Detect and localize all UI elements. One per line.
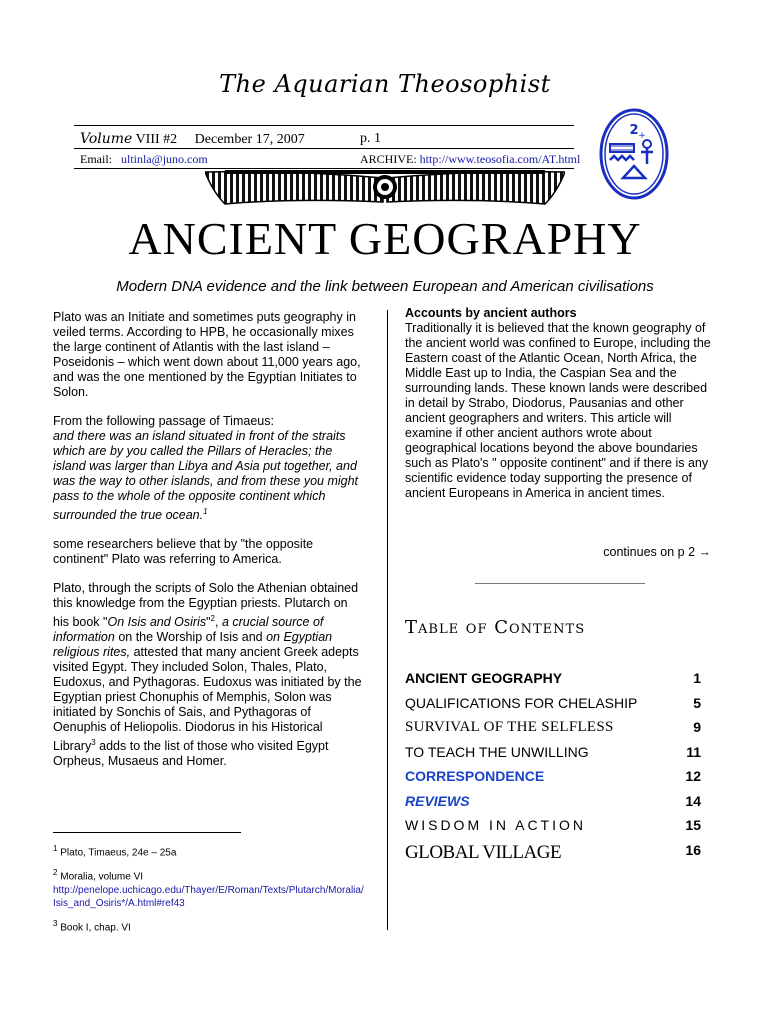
toc-item-label: QUALIFICATIONS FOR CHELASHIP [405, 694, 638, 711]
header-rule-middle [74, 148, 574, 149]
right-column [405, 306, 717, 501]
left-column [53, 310, 365, 783]
page-number: p. 1 [360, 131, 381, 146]
archive-link[interactable]: http://www.teosofia.com/AT.html [419, 152, 581, 166]
email-link[interactable]: ultinla@juno.com [121, 152, 208, 166]
toc-item[interactable] [405, 719, 701, 744]
toc-item[interactable] [405, 842, 701, 867]
section-rule [475, 583, 645, 584]
toc-item-page: 9 [693, 719, 701, 735]
footnote-2-text: Moralia, volume VI [60, 871, 144, 883]
email-label: Email: [80, 152, 112, 166]
timaeus-quote-text: and there was an island situated in front of the straits which are by you called the Pillars of Heracles; the island was larger than Libya and Asia put together, and was the way to other islands, and from these you might pass to the whole of the opposite continent which surrounded the true ocean. [53, 429, 359, 523]
paragraph-plutarch [53, 581, 365, 769]
toc-item-label: SURVIVAL OF THE SELFLESS [405, 719, 614, 735]
toc-item-label: GLOBAL VILLAGE [405, 841, 562, 863]
paragraph-ancient-authors: Traditionally it is believed that the known geography of the ancient world was confined to Europe, including the Eastern coast of the Atlantic Ocean, North Africa, the Middle East up to India, the Caspian Sea and the surrounding lands. These known lands were described in detail by Strabo, Diodorus, Pausanias and other ancient geographers and writers. This article will examine if other ancient authors wrote about geographical locations beyond the above boundaries such as Plato's " opposite continent" and if there is any scientific evidence today supporting the presence of ancient Europeans in America in ancient times. [405, 321, 711, 500]
toc-item-page: 12 [685, 768, 701, 784]
toc-item-page: 11 [686, 743, 701, 760]
toc-item-label: WISDOM IN ACTION [405, 817, 586, 833]
toc-item-label: TO TEACH THE UNWILLING [405, 743, 589, 760]
plutarch-text-c: " [206, 615, 211, 630]
archive-label: ARCHIVE: [360, 152, 417, 166]
paragraph-opposite-continent: some researchers believe that by "the opposite continent" Plato was referring to America. [53, 537, 314, 567]
plutarch-text-g: on Egyptian religious rites, [53, 630, 333, 660]
toc-item[interactable] [405, 670, 701, 695]
volume-number: VIII #2 [135, 132, 178, 147]
plutarch-book-title: On Isis and Osiris [107, 615, 207, 630]
continues-link[interactable]: continues on p 2 → [603, 545, 711, 559]
footnote-2-number: 2 [53, 868, 58, 878]
volume-word: Volume [80, 131, 133, 147]
header-rule-top [74, 125, 574, 126]
footnote-2 [53, 866, 365, 909]
footnote-1 [53, 842, 365, 859]
issue-line [80, 131, 305, 148]
paragraph-intro: Plato was an Initiate and sometimes puts geography in veiled terms. According to HPB, he occasionally mixes the large continent of Atlantis with the last island – Poseidonis – which went down about 11,000 years ago, and was the one mentioned by the Egyptian Initiates to Solon. [53, 310, 361, 399]
toc-item-page: 1 [693, 670, 701, 686]
svg-text:+: + [638, 131, 646, 141]
plutarch-text-i: adds to the list of those who visited Egypt Orpheus, Musaeus and Homer. [53, 739, 329, 769]
footnote-rule [53, 832, 241, 833]
egyptian-cartouche-logo [597, 106, 671, 202]
toc-item-page: 15 [685, 817, 701, 833]
article-subtitle: Modern DNA evidence and the link between European and American civilisations [116, 278, 654, 295]
toc-item[interactable] [405, 695, 701, 720]
toc-item-label: CORRESPONDENCE [405, 768, 545, 784]
toc-item-page: 16 [685, 841, 701, 858]
section-heading-ancient-authors: Accounts by ancient authors [405, 306, 577, 320]
footnote-3 [53, 917, 365, 934]
toc-title: Table of Contents [405, 617, 586, 638]
winged-sun-banner [205, 168, 565, 210]
timaeus-quote [53, 429, 365, 523]
svg-text:2: 2 [629, 123, 639, 138]
toc-item[interactable] [405, 793, 701, 818]
plutarch-text-a: Plato, through the scripts of Solo the Athenian obtained this knowledge from the Egyptian priests. Plutarch on his book " [53, 581, 359, 630]
plutarch-text-e: a crucial source of information [53, 615, 324, 645]
column-divider [387, 310, 388, 930]
footnote-ref-3[interactable]: 3 [91, 738, 96, 748]
footnote-ref-2[interactable]: 2 [210, 614, 215, 624]
email-line [80, 152, 208, 167]
plutarch-text-h: attested that many ancient Greek adepts visited Egypt. They included Solon, Thales, Plato, Eudoxus, and Pythagoras. Eudoxus was initiated by the Egyptian priest Chonuphis of Memphis, Solon was initiated by Sonchis of Sais, and Pythagoras of Oenuphis of Heliopolis. Diodorus in his Historical Library [53, 645, 362, 754]
issue-date: December 17, 2007 [194, 132, 305, 147]
toc-item[interactable] [405, 768, 701, 793]
masthead-title: The Aquarian Theosophist [219, 70, 551, 98]
archive-line [360, 152, 580, 167]
toc-item[interactable] [405, 744, 701, 769]
plutarch-text-d: , [215, 615, 222, 630]
toc-item-page: 5 [693, 694, 701, 711]
footnotes [53, 842, 365, 941]
toc-item[interactable] [405, 817, 701, 842]
table-of-contents [405, 670, 701, 866]
plutarch-text-f: on the Worship of Isis and [114, 630, 267, 645]
footnote-ref-1[interactable]: 1 [203, 507, 208, 516]
footnote-2-link[interactable]: http://penelope.uchicago.edu/Thayer/E/Roman/Texts/Plutarch/Moralia/Isis_and_Osiris*/A.html#ref43 [53, 884, 364, 909]
toc-item-label: ANCIENT GEOGRAPHY [405, 670, 563, 686]
footnote-3-number: 3 [53, 918, 58, 928]
footnote-1-number: 1 [53, 844, 58, 853]
footnote-3-text: Book I, chap. VI [60, 921, 131, 933]
toc-item-label: REVIEWS [405, 792, 470, 809]
toc-item-page: 14 [685, 792, 701, 809]
article-title: ANCIENT GEOGRAPHY [128, 213, 642, 264]
footnote-1-text: Plato, Timaeus, 24e – 25a [60, 847, 177, 859]
paragraph-timaeus-intro: From the following passage of Timaeus: [53, 414, 274, 428]
